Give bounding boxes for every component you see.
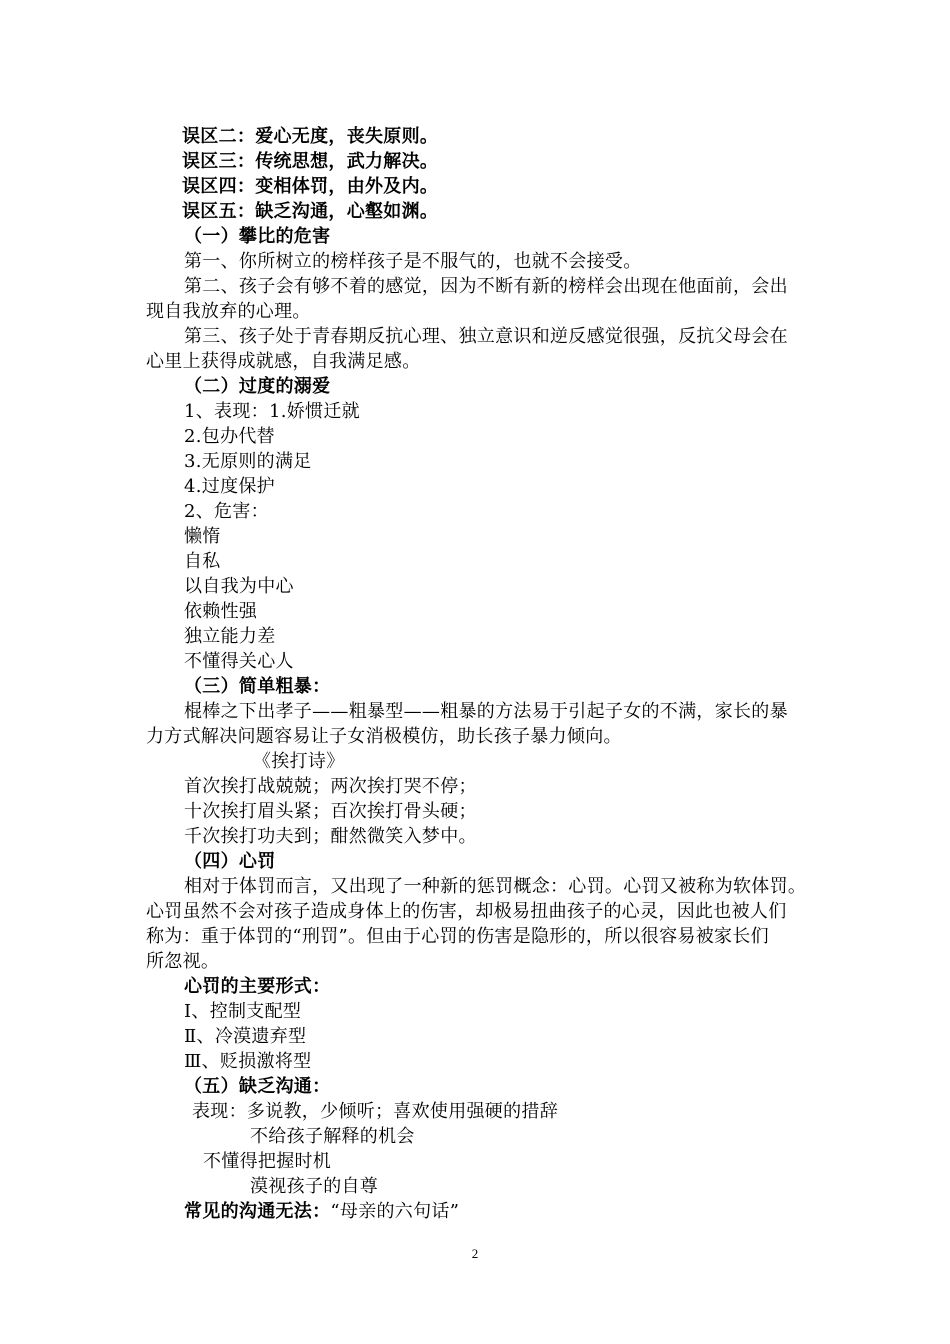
section-heading-5: （五）缺乏沟通： [184, 1076, 331, 1097]
text-line-18: 自私 [184, 551, 221, 572]
text-line-25: 力方式解决问题容易让子女消极模仿，助长孩子暴力倾向。 [146, 726, 622, 747]
poem-title: 《挨打诗》 [253, 751, 345, 772]
text-line-6: 第一、你所树立的榜样孩子是不服气的，也就不会接受。 [184, 251, 642, 272]
poem-line-1: 首次挨打战兢兢；两次挨打哭不停； [184, 776, 477, 797]
text-line-41: 不给孩子解释的机会 [250, 1126, 415, 1147]
text-line-12: 1、表现：1.娇惯迁就 [184, 401, 360, 422]
text-line-38: Ⅲ、贬损激将型 [184, 1051, 312, 1072]
text-line-21: 独立能力差 [184, 626, 276, 647]
poem-line-2: 十次挨打眉头紧；百次挨打骨头硬； [184, 801, 477, 822]
text-line-42: 不懂得把握时机 [203, 1151, 332, 1172]
text-line-37: Ⅱ、冷漠遗弃型 [184, 1026, 307, 1047]
text-line-24: 棍棒之下出孝子——粗暴型——粗暴的方法易于引起子女的不满，家长的暴 [184, 701, 788, 722]
text-line-14: 3.无原则的满足 [184, 451, 312, 472]
text-line-2: 误区三：传统思想，武力解决。 [182, 151, 439, 172]
text-line-16: 2、危害： [184, 501, 269, 522]
text-line-32: 心罚虽然不会对孩子造成身体上的伤害，却极易扭曲孩子的心灵，因此也被人们 [146, 901, 787, 922]
text-line-33: 称为：重于体罚的“刑罚”。但由于心罚的伤害是隐形的，所以很容易被家长们 [146, 926, 769, 947]
section-heading-3: （三）简单粗暴： [184, 676, 331, 697]
text-line-3: 误区四：变相体罚，由外及内。 [182, 176, 439, 197]
page-number: 2 [471, 1246, 479, 1261]
text-line-8: 现自我放弃的心理。 [146, 301, 311, 322]
section-heading-2: （二）过度的溺爱 [184, 376, 331, 397]
poem-line-3: 千次挨打功夫到；酣然微笑入梦中。 [184, 826, 477, 847]
text-line-9: 第三、孩子处于青春期反抗心理、独立意识和逆反感觉很强，反抗父母会在 [184, 326, 788, 347]
text-line-17: 懒惰 [184, 526, 221, 547]
section-heading-4: （四）心罚 [184, 851, 276, 872]
text-line-19: 以自我为中心 [184, 576, 294, 597]
text-line-4: 误区五：缺乏沟通，心壑如渊。 [182, 201, 439, 222]
text-line-7: 第二、孩子会有够不着的感觉，因为不断有新的榜样会出现在他面前，会出 [184, 276, 788, 297]
text-line-22: 不懂得关心人 [184, 651, 294, 672]
text-line-20: 依赖性强 [184, 601, 258, 622]
text-line-15: 4.过度保护 [184, 476, 275, 497]
text-line-34: 所忽视。 [146, 951, 220, 972]
text-line-1: 误区二：爱心无度，丧失原则。 [182, 126, 439, 147]
subheading-forms: 心罚的主要形式： [184, 976, 331, 997]
text-line-36: Ⅰ、控制支配型 [184, 1001, 302, 1022]
section-heading-1: （一）攀比的危害 [184, 226, 331, 247]
text-line-44 [184, 1199, 459, 1224]
text-line-13: 2.包办代替 [184, 426, 275, 447]
text-line-40: 表现：多说教，少倾听；喜欢使用强硬的措辞 [192, 1101, 558, 1122]
text-line-31: 相对于体罚而言，又出现了一种新的惩罚概念：心罚。心罚又被称为软体罚。 [184, 876, 807, 897]
communication-label: 常见的沟通无法： [184, 1201, 331, 1222]
communication-title: “母亲的六句话” [330, 1201, 460, 1222]
text-line-10: 心里上获得成就感，自我满足感。 [146, 351, 421, 372]
text-line-43: 漠视孩子的自尊 [250, 1176, 379, 1197]
